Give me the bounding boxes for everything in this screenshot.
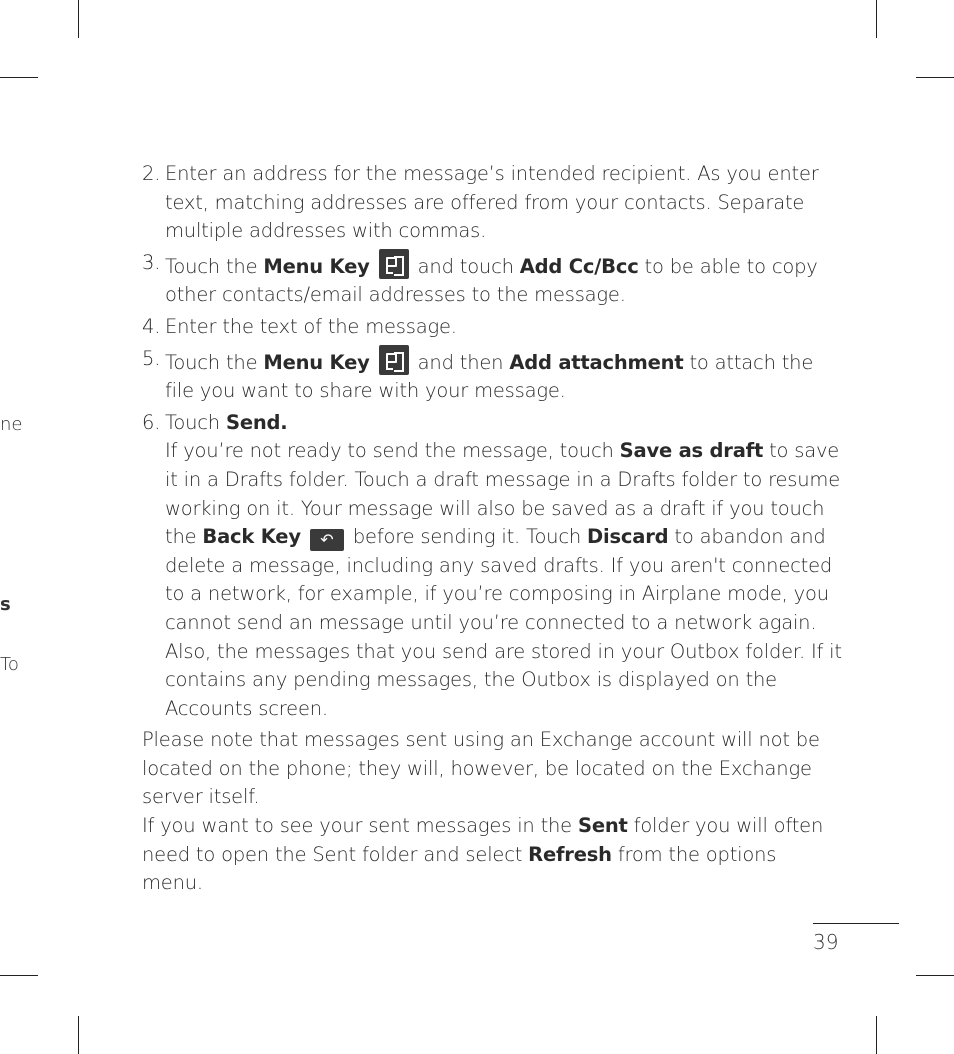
text-run: to save it in a Drafts folder. Touch a draft message in a Drafts folder to resume working on it. Your message will also be saved as a draft if you touch the: [165, 439, 840, 549]
text-run: and touch: [411, 254, 520, 278]
item-text: Enter an address for the message’s intended recipient. As you enter text, matching addresses are offered from your contacts. Separate multiple addresses with commas.: [165, 162, 819, 243]
crop-mark: [0, 77, 38, 78]
item-text: [165, 409, 842, 724]
note-paragraph: Please note that messages sent using an Exchange account will not be located on the phone; they will, however, be located on the Exchange server itself.: [142, 728, 820, 809]
text-run: Touch: [165, 410, 226, 434]
text-run: before sending it. Touch: [346, 525, 588, 549]
text-run: Touch the: [165, 254, 264, 278]
text-run: to attach the file you want to share with your message.: [165, 350, 814, 403]
menu-key-icon: [379, 345, 409, 375]
crop-mark: [0, 975, 38, 976]
bold-term: Add Cc/Bcc: [519, 254, 639, 278]
bold-term: Send.: [225, 410, 288, 434]
edge-fragment: s: [0, 594, 11, 615]
bold-term: Menu Key: [263, 350, 370, 374]
crop-mark: [916, 975, 954, 976]
crop-mark: [78, 1016, 79, 1054]
list-item: [142, 409, 842, 724]
page-content: [142, 160, 842, 898]
bold-term: Save as draft: [619, 439, 764, 463]
text-run: and then: [411, 350, 510, 374]
page-number-rule: [813, 923, 899, 924]
bold-term: Add attachment: [509, 350, 684, 374]
text-run: to be able to copy other contacts/email addresses to the message.: [165, 254, 818, 307]
item-text: Enter the text of the message.: [165, 314, 457, 338]
note-paragraph: [142, 812, 842, 898]
list-item: [142, 160, 842, 246]
crop-mark: [78, 0, 79, 38]
edge-fragment: ne: [0, 414, 23, 435]
bold-term: Menu Key: [263, 254, 370, 278]
item-text: [165, 345, 842, 406]
item-number: 4.: [142, 314, 161, 338]
bold-term: Refresh: [528, 842, 612, 866]
list-item: [142, 345, 842, 406]
text-run: folder you will often need to open the Sent folder and select: [142, 814, 824, 866]
crop-mark: [876, 0, 877, 38]
list-item: [142, 313, 842, 342]
back-key-icon: ↶: [310, 529, 344, 551]
text-run: Touch the: [165, 350, 264, 374]
bold-term: Back Key: [202, 525, 301, 549]
bold-term: Sent: [577, 814, 628, 838]
menu-key-icon: [379, 249, 409, 279]
text-run: If you’re not ready to send the message, touch: [165, 439, 620, 463]
item-number: 2.: [142, 162, 161, 185]
item-number: 5.: [142, 346, 161, 370]
crop-mark: [876, 1016, 877, 1054]
page-number: 39: [813, 930, 839, 954]
text-run: If you want to see your sent messages in the: [142, 814, 578, 838]
text-run: from the options menu.: [142, 842, 777, 895]
item-number: 6.: [142, 410, 161, 434]
list-item: [142, 249, 842, 310]
item-number: 3.: [142, 250, 161, 274]
crop-mark: [916, 77, 954, 78]
item-text: [165, 249, 842, 310]
edge-fragment: To: [0, 654, 19, 675]
bold-term: Discard: [587, 525, 669, 549]
text-run: to abandon and delete a message, including any saved drafts. If you aren't connected to a network, for example, if you’re composing in Airplane mode, you cannot send an message until you’re connected to a network again. Also, the messages that you send are stored in your Outbox folder. If it contains any pending messages, the Outbox is displayed on the Accounts screen.: [165, 525, 842, 720]
